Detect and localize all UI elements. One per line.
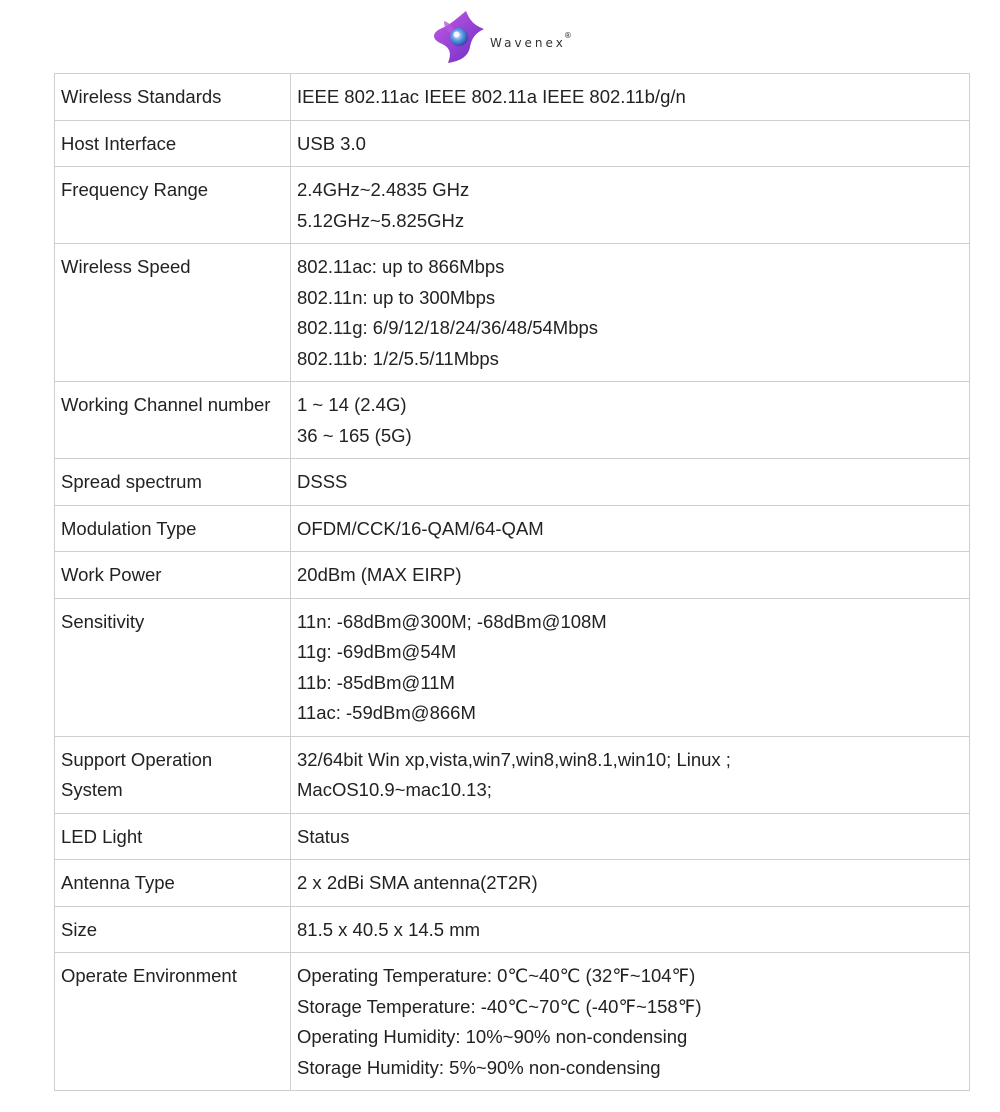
spec-row: [55, 813, 970, 860]
spec-value: [291, 552, 970, 599]
spec-value-line: 802.11g: 6/9/12/18/24/36/48/54Mbps: [297, 317, 599, 338]
spec-value-line: OFDM/CCK/16-QAM/64-QAM: [297, 517, 544, 539]
brand-name: Wavenex: [490, 35, 566, 50]
spec-value: [291, 505, 970, 552]
spec-value-line: 2 x 2dBi SMA antenna(2T2R): [297, 872, 538, 893]
spec-label-line: LED Light: [61, 825, 143, 847]
spec-value-line: DSSS: [297, 471, 348, 492]
spec-value-line: 36 ~ 165 (5G): [297, 424, 412, 446]
spec-label-line: Antenna Type: [61, 872, 175, 893]
spec-value-line: Status: [297, 825, 350, 847]
spec-row: [55, 167, 970, 244]
spec-label: [55, 505, 291, 552]
star-orb-logo-icon: [430, 9, 488, 65]
spec-label: [55, 459, 291, 506]
spec-value-line: 802.11ac: up to 866Mbps: [297, 256, 505, 277]
spec-row: [55, 120, 970, 167]
spec-value: [291, 382, 970, 459]
spec-label: [55, 813, 291, 860]
spec-label: [55, 598, 291, 736]
spec-table: [54, 73, 970, 1091]
spec-label-line: Size: [61, 918, 97, 940]
spec-label: [55, 74, 291, 121]
spec-label-line: Support Operation: [61, 748, 213, 770]
spec-value-line: 11n: -68dBm@300M; -68dBm@108M: [297, 610, 607, 632]
brand-logo: [430, 8, 572, 66]
spec-value-line: 11g: -69dBm@54M: [297, 641, 457, 662]
spec-value: [291, 598, 970, 736]
spec-label: [55, 860, 291, 907]
spec-value-line: 1 ~ 14 (2.4G): [297, 394, 407, 415]
spec-value: [291, 906, 970, 953]
spec-row: [55, 736, 970, 813]
spec-value-line: Operating Temperature: 0℃~40℃ (32℉~104℉): [297, 965, 696, 986]
spec-value-line: MacOS10.9~mac10.13;: [297, 779, 492, 800]
spec-value: [291, 74, 970, 121]
spec-value-line: Storage Temperature: -40℃~70℃ (-40℉~158℉): [297, 995, 702, 1017]
spec-value-line: 11b: -85dBm@11M: [297, 671, 455, 693]
spec-row: [55, 552, 970, 599]
spec-label: [55, 736, 291, 813]
spec-label-line: Wireless Speed: [61, 256, 191, 277]
spec-value-line: Storage Humidity: 5%~90% non-condensing: [297, 1056, 661, 1078]
spec-value: [291, 459, 970, 506]
spec-value: [291, 813, 970, 860]
spec-value-line: 32/64bit Win xp,vista,win7,win8,win8.1,win10; Linux ;: [297, 748, 731, 770]
spec-value-line: Operating Humidity: 10%~90% non-condensing: [297, 1026, 688, 1047]
spec-value-line: USB 3.0: [297, 132, 366, 154]
spec-row: [55, 505, 970, 552]
spec-value: [291, 860, 970, 907]
spec-value-line: 81.5 x 40.5 x 14.5 mm: [297, 918, 481, 940]
spec-label-line: Work Power: [61, 564, 162, 585]
spec-value-line: 11ac: -59dBm@866M: [297, 702, 476, 723]
spec-value-line: 802.11n: up to 300Mbps: [297, 286, 496, 308]
spec-row: [55, 953, 970, 1091]
spec-value: [291, 167, 970, 244]
spec-label: [55, 244, 291, 382]
spec-label-line: Host Interface: [61, 132, 177, 154]
spec-row: [55, 382, 970, 459]
spec-label: [55, 552, 291, 599]
spec-row: [55, 459, 970, 506]
spec-label-line: Frequency Range: [61, 179, 209, 200]
spec-value: [291, 244, 970, 382]
spec-label: [55, 906, 291, 953]
spec-label: [55, 953, 291, 1091]
spec-value: [291, 953, 970, 1091]
spec-value-line: 20dBm (MAX EIRP): [297, 564, 462, 585]
spec-value: [291, 736, 970, 813]
spec-value: [291, 120, 970, 167]
spec-label-line: Spread spectrum: [61, 471, 202, 492]
spec-row: [55, 244, 970, 382]
spec-label-line: Sensitivity: [61, 610, 145, 632]
spec-label: [55, 120, 291, 167]
spec-label-line: Modulation Type: [61, 517, 197, 539]
spec-value-line: IEEE 802.11ac IEEE 802.11a IEEE 802.11b/g/n: [297, 86, 686, 107]
spec-table-body: [55, 74, 970, 1091]
spec-label-line: Wireless Standards: [61, 86, 222, 107]
spec-label-line: System: [61, 779, 123, 800]
spec-row: [55, 74, 970, 121]
spec-row: [55, 598, 970, 736]
spec-value-line: 5.12GHz~5.825GHz: [297, 209, 465, 231]
registered-mark: ®: [563, 30, 572, 40]
spec-label: [55, 382, 291, 459]
spec-label-line: Operate Environment: [61, 965, 237, 986]
spec-label-line: Working Channel number: [61, 394, 271, 415]
spec-row: [55, 906, 970, 953]
spec-label: [55, 167, 291, 244]
spec-value-line: 802.11b: 1/2/5.5/11Mbps: [297, 347, 499, 369]
spec-row: [55, 860, 970, 907]
spec-value-line: 2.4GHz~2.4835 GHz: [297, 179, 470, 200]
